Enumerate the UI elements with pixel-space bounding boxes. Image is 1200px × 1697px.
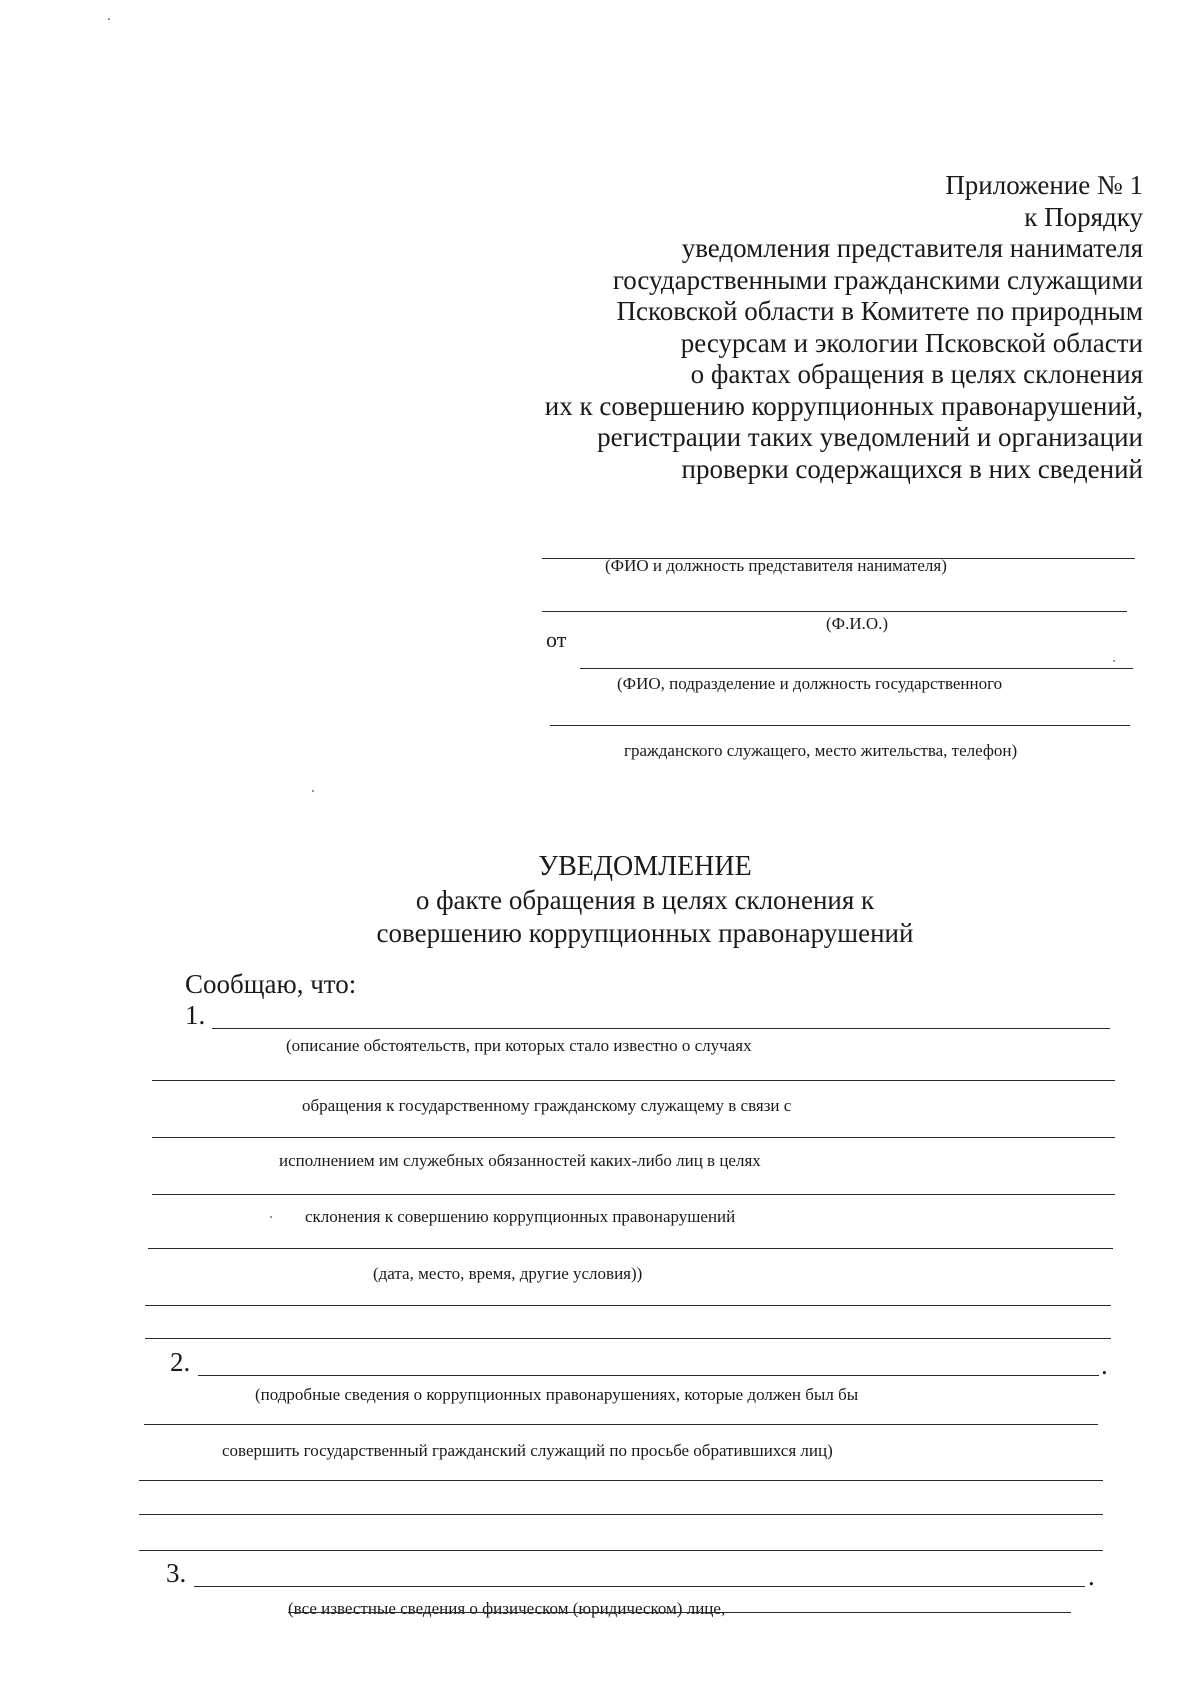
item2-line-3[interactable] — [139, 1480, 1103, 1481]
item1-line-3[interactable] — [152, 1137, 1115, 1138]
intro-text: Сообщаю, что: — [185, 969, 357, 999]
document-subtitle-1: о факте обращения в целях склонения к — [415, 885, 875, 915]
item2-line-2[interactable] — [144, 1424, 1098, 1425]
appendix-line: Приложение № 1 — [945, 170, 1143, 200]
fio-caption: (Ф.И.О.) — [826, 614, 889, 633]
fio-line[interactable] — [542, 611, 1127, 612]
item3-caption-1: (все известные сведения о физическом (юридическом) лице, — [288, 1599, 726, 1618]
item2-line-5[interactable] — [139, 1550, 1103, 1551]
item1-line-1[interactable] — [212, 1028, 1110, 1029]
item1-caption-2: обращения к государственному гражданскому служащему в связи с — [302, 1096, 792, 1115]
item3-line-1[interactable] — [194, 1586, 1085, 1587]
sender-line-1[interactable] — [580, 668, 1133, 669]
appendix-line: ресурсам и экологии Псковской области — [680, 327, 1143, 358]
item2-caption-2: совершить государственный гражданский служащий по просьбе обратившихся лиц) — [222, 1441, 833, 1460]
appendix-line: их к совершению коррупционных правонарушений, — [544, 390, 1143, 421]
item2-number: 2. — [170, 1347, 191, 1377]
item2-caption-1: (подробные сведения о коррупционных правонарушениях, которые должен был бы — [255, 1385, 859, 1404]
item2-line-1[interactable] — [198, 1375, 1099, 1376]
item3-end-mark: . — [1088, 1561, 1095, 1591]
item2-line-4[interactable] — [139, 1514, 1103, 1515]
scan-speck — [1113, 660, 1115, 662]
item1-caption-4: склонения к совершению коррупционных правонарушений — [305, 1207, 736, 1226]
item1-line-7[interactable] — [145, 1338, 1111, 1339]
scan-speck — [312, 790, 314, 792]
scan-speck — [270, 1216, 272, 1218]
appendix-line: проверки содержащихся в них сведений — [681, 453, 1143, 484]
document-subtitle-2: совершению коррупционных правонарушений — [376, 918, 914, 948]
document-title: УВЕДОМЛЕНИЕ — [538, 851, 752, 882]
sender-caption-1: (ФИО, подразделение и должность государственного — [617, 674, 1003, 693]
item1-line-2[interactable] — [152, 1080, 1115, 1081]
item1-caption-1: (описание обстоятельств, при которых стало известно о случаях — [286, 1036, 752, 1055]
item1-caption-3: исполнением им служебных обязанностей каких-либо лиц в целях — [279, 1151, 761, 1170]
employer-caption: (ФИО и должность представителя нанимателя) — [605, 556, 947, 575]
item1-caption-5: (дата, место, время, другие условия)) — [373, 1264, 643, 1283]
scan-speck — [108, 18, 110, 20]
sender-line-2[interactable] — [550, 725, 1130, 726]
appendix-line: о фактах обращения в целях склонения — [690, 359, 1143, 389]
sender-caption-2: гражданского служащего, место жительства, телефон) — [624, 741, 1018, 760]
appendix-header — [443, 170, 1143, 485]
item1-line-5[interactable] — [148, 1248, 1113, 1249]
item3-number: 3. — [166, 1558, 187, 1588]
appendix-line: к Порядку — [1024, 201, 1143, 232]
appendix-line: государственными гражданскими служащими — [612, 264, 1143, 295]
item3-line-2[interactable] — [288, 1612, 1071, 1613]
appendix-line: регистрации таких уведомлений и организации — [597, 422, 1143, 452]
appendix-line: Псковской области в Комитете по природным — [616, 296, 1143, 326]
item2-end-mark: . — [1101, 1350, 1108, 1380]
appendix-line: уведомления представителя нанимателя — [681, 233, 1143, 263]
item1-number: 1. — [185, 1000, 206, 1030]
item1-line-6[interactable] — [145, 1305, 1111, 1306]
from-label: от — [546, 627, 567, 652]
item1-line-4[interactable] — [152, 1194, 1115, 1195]
